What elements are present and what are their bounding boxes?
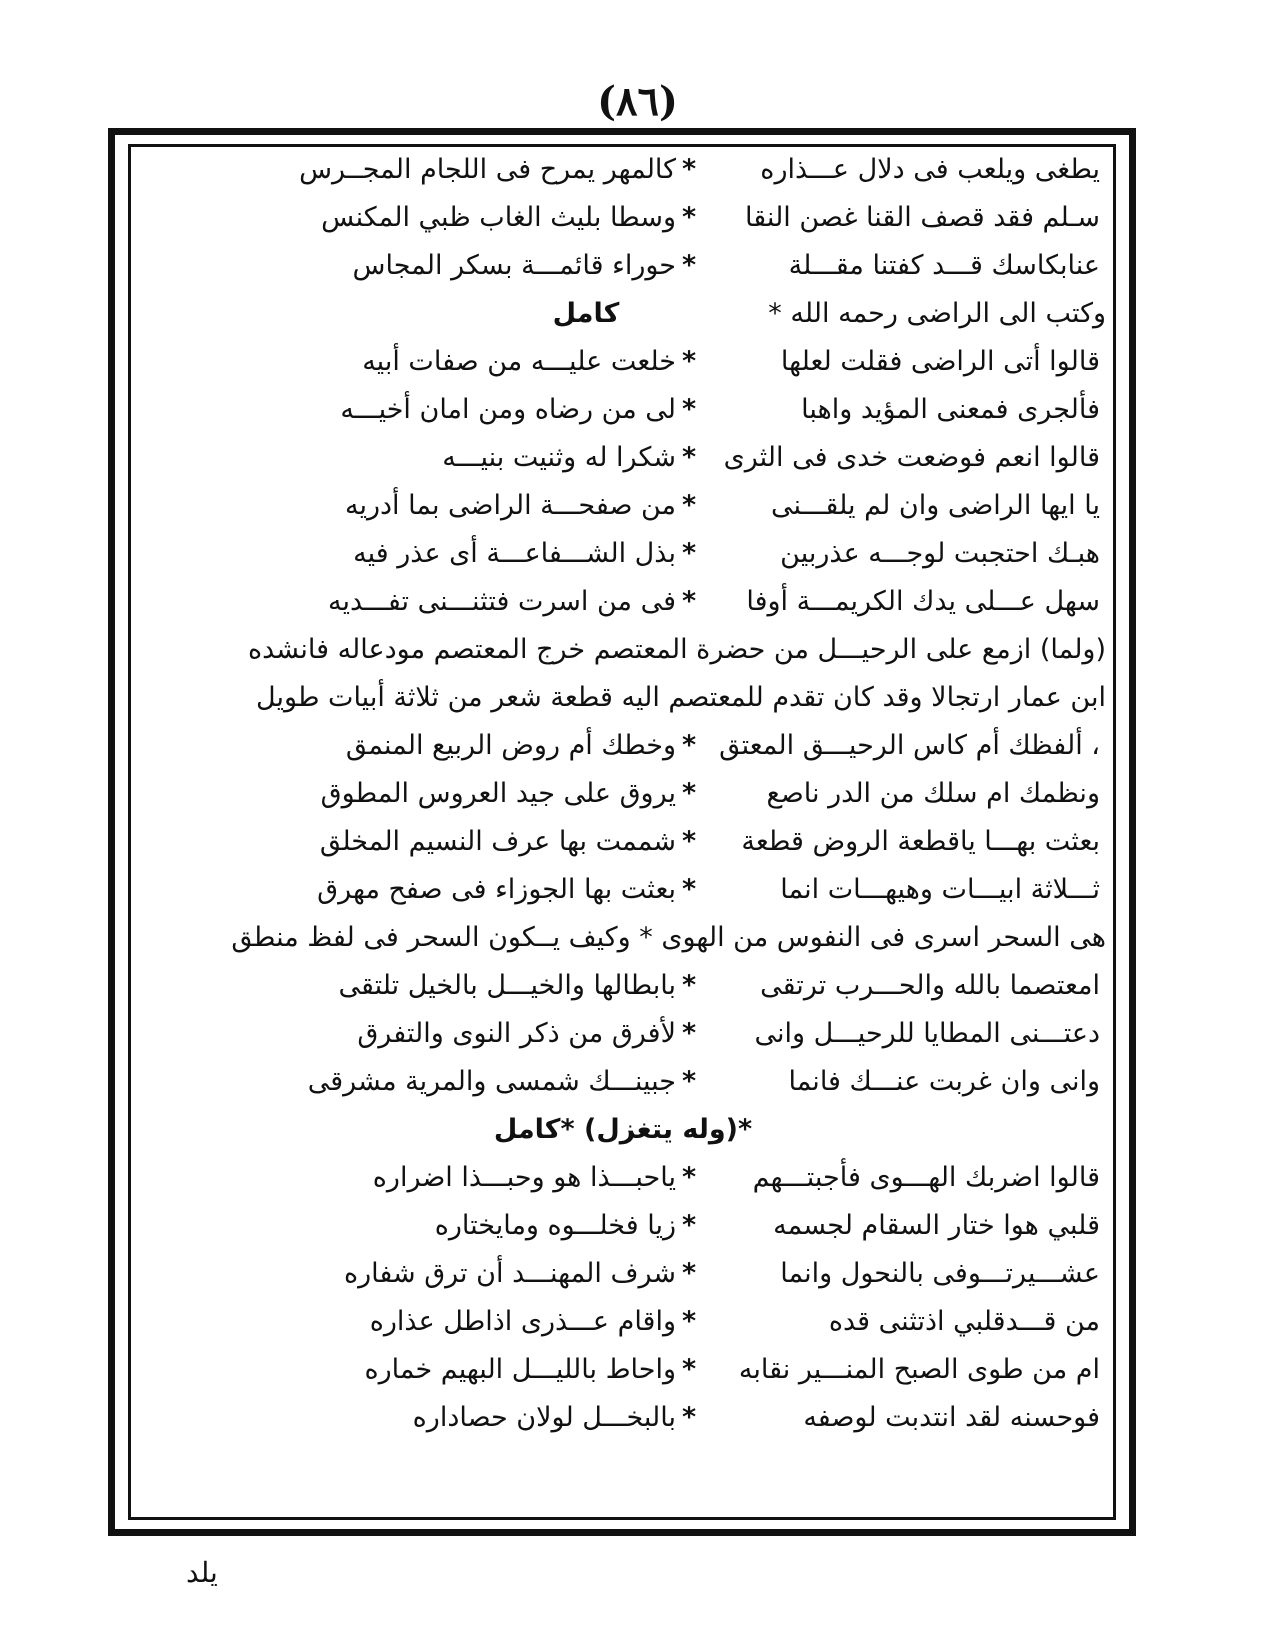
verse-first-hemistich: قالوا اضربك الهـــوى فأجبتـــهم (752, 1162, 1100, 1193)
verse-separator-star: * (681, 1258, 697, 1289)
verse-second-hemistich: وسطا بليث الغاب ظبي المكنس (321, 202, 676, 233)
verse-second-hemistich: كالمهر يمرح فى اللجام المجــرس (299, 154, 676, 185)
verse-second-hemistich: زيا فخلـــوه ومايختاره (434, 1210, 676, 1241)
verse-separator-star: * (681, 1306, 697, 1337)
verse-separator-star: * (681, 1402, 697, 1433)
verse-line (140, 146, 1106, 194)
verse-line (140, 242, 1106, 290)
verse-separator-star: * (681, 394, 697, 425)
verse-second-hemistich: وخطك أم روض الربيع المنمق (345, 730, 676, 761)
verse-line (140, 962, 1106, 1010)
verse-second-hemistich: حوراء قائمـــة بسكر المجاس (352, 250, 676, 281)
verse-separator-star: * (681, 874, 697, 905)
verse-first-hemistich: قلبي هوا ختار السقام لجسمه (773, 1210, 1100, 1241)
verse-first-hemistich: ونظمك ام سلك من الدر ناصع (766, 778, 1100, 809)
verse-first-hemistich: عنابكاسك قـــد كفتنا مقـــلة (788, 250, 1100, 281)
verse-first-hemistich: فألجرى فمعنى المؤيد واهبا (801, 394, 1100, 425)
verse-line (140, 866, 1106, 914)
verse-second-hemistich: شكرا له وثنيت بنيـــه (442, 442, 676, 473)
section-heading-text: *(وله يتغزل) *كامل (493, 1114, 753, 1145)
verse-first-hemistich: دعتـــنى المطايا للرحيـــل وانى (754, 1018, 1100, 1049)
section-heading (140, 290, 1106, 338)
verse-second-hemistich: خلعت عليـــه من صفات أبيه (362, 346, 676, 377)
verse-line (140, 722, 1106, 770)
verse-line (140, 1346, 1106, 1394)
verse-line (140, 530, 1106, 578)
verse-first-hemistich: فوحسنه لقد انتدبت لوصفه (803, 1402, 1100, 1433)
verse-first-hemistich: من قـــدقلبي اذتثنى قده (828, 1306, 1100, 1337)
verse-line (140, 770, 1106, 818)
verse-line (140, 1154, 1106, 1202)
verse-line-long (140, 914, 1106, 962)
verse-second-hemistich: يروق على جيد العروس المطوق (320, 778, 676, 809)
verse-separator-star: * (681, 1354, 697, 1385)
verse-line (140, 482, 1106, 530)
prose-line (140, 674, 1106, 722)
verse-second-hemistich: بالبخـــل لولان حصاداره (412, 1402, 676, 1433)
verse-second-hemistich: لأفرق من ذكر النوى والتفرق (357, 1018, 676, 1049)
verse-first-hemistich: يا ايها الراضى وان لم يلقـــنى (771, 490, 1100, 521)
verse-separator-star: * (681, 970, 697, 1001)
verse-separator-star: * (681, 442, 697, 473)
catchword: يلد (186, 1556, 218, 1589)
verse-line (140, 1010, 1106, 1058)
verse-separator-star: * (681, 730, 697, 761)
verse-first-hemistich: وانى وان غربت عنـــك فانما (788, 1066, 1100, 1097)
verse-separator-star: * (681, 586, 697, 617)
verse-separator-star: * (681, 490, 697, 521)
verse-line (140, 194, 1106, 242)
prose-line (140, 626, 1106, 674)
verse-second-hemistich: ياحبـــذا هو وحبـــذا اضراره (372, 1162, 676, 1193)
verse-first-hemistich: بعثت بهـــا ياقطعة الروض قطعة (741, 826, 1100, 857)
verse-line (140, 818, 1106, 866)
verse-second-hemistich: جبينـــك شمسى والمرية مشرقى (307, 1066, 676, 1097)
verse-first-hemistich: ثـــلاثة ابيـــات وهيهـــات انما (780, 874, 1100, 905)
verse-second-hemistich: من صفحـــة الراضى بما أدريه (344, 490, 676, 521)
verse-second-hemistich: فى من اسرت فتثنـــنى تفـــديه (328, 586, 676, 617)
verse-first-hemistich: امعتصما بالله والحـــرب ترتقى (760, 970, 1100, 1001)
verse-line (140, 434, 1106, 482)
verse-separator-star: * (681, 826, 697, 857)
verse-first-hemistich: عشـــيرتـــوفى بالنحول وانما (780, 1258, 1100, 1289)
verse-separator-star: * (681, 250, 697, 281)
verse-long-text: هى السحر اسرى فى النفوس من الهوى * وكيف يــكون السحر فى لفظ منطق (231, 922, 1106, 953)
verse-line (140, 1394, 1106, 1442)
verse-first-hemistich: هبـك احتجبت لوجـــه عذربين (780, 538, 1100, 569)
verse-second-hemistich: شرف المهنـــد أن ترق شفاره (343, 1258, 676, 1289)
section-heading-text: وكتب الى الراضى رحمه الله * (768, 298, 1106, 329)
verse-first-hemistich: ، ألفظك أم كاس الرحيـــق المعتق (719, 730, 1100, 761)
section-heading (140, 1106, 1106, 1154)
verse-separator-star: * (681, 154, 697, 185)
verse-second-hemistich: لى من رضاه ومن امان أخيـــه (340, 394, 676, 425)
verse-line (140, 578, 1106, 626)
verse-first-hemistich: ام من طوى الصبح المنـــير نقابه (738, 1354, 1100, 1385)
verse-separator-star: * (681, 1162, 697, 1193)
verse-first-hemistich: يطغى ويلعب فى دلال عـــذاره (760, 154, 1100, 185)
verse-line (140, 338, 1106, 386)
meter-label: كامل (552, 298, 620, 329)
verse-line (140, 1298, 1106, 1346)
verse-first-hemistich: سـلم فقد قصف القنا غصن النقا (745, 202, 1100, 233)
verse-line (140, 1250, 1106, 1298)
verse-second-hemistich: بذل الشـــفاعـــة أى عذر فيه (353, 538, 676, 569)
verse-separator-star: * (681, 202, 697, 233)
verse-second-hemistich: بابطالها والخيـــل بالخيل تلتقى (338, 970, 676, 1001)
verse-separator-star: * (681, 538, 697, 569)
page-number: (٨٦) (597, 78, 678, 125)
verse-line (140, 1202, 1106, 1250)
prose-text: ابن عمار ارتجالا وقد كان تقدم للمعتصم اليه قطعة شعر من ثلاثة أبيات طويل (256, 682, 1106, 713)
verse-second-hemistich: واقام عـــذرى اذاطل عذاره (369, 1306, 676, 1337)
verse-first-hemistich: سهل عـــلى يدك الكريمـــة أوفا (746, 586, 1100, 617)
verse-separator-star: * (681, 1066, 697, 1097)
verse-second-hemistich: بعثت بها الجوزاء فى صفح مهرق (317, 874, 676, 905)
verse-separator-star: * (681, 1018, 697, 1049)
verse-first-hemistich: قالوا انعم فوضعت خدى فى الثرى (723, 442, 1100, 473)
page-text-block (140, 146, 1106, 1516)
verse-separator-star: * (681, 778, 697, 809)
verse-separator-star: * (681, 346, 697, 377)
verse-separator-star: * (681, 1210, 697, 1241)
verse-line (140, 1058, 1106, 1106)
prose-text: (ولما) ازمع على الرحيـــل من حضرة المعتصم خرج المعتصم مودعاله فانشده (247, 634, 1106, 665)
verse-first-hemistich: قالوا أتى الراضى فقلت لعلها (780, 346, 1100, 377)
verse-second-hemistich: شممت بها عرف النسيم المخلق (319, 826, 676, 857)
verse-second-hemistich: واحاط بالليـــل البهيم خماره (364, 1354, 676, 1385)
verse-line (140, 386, 1106, 434)
